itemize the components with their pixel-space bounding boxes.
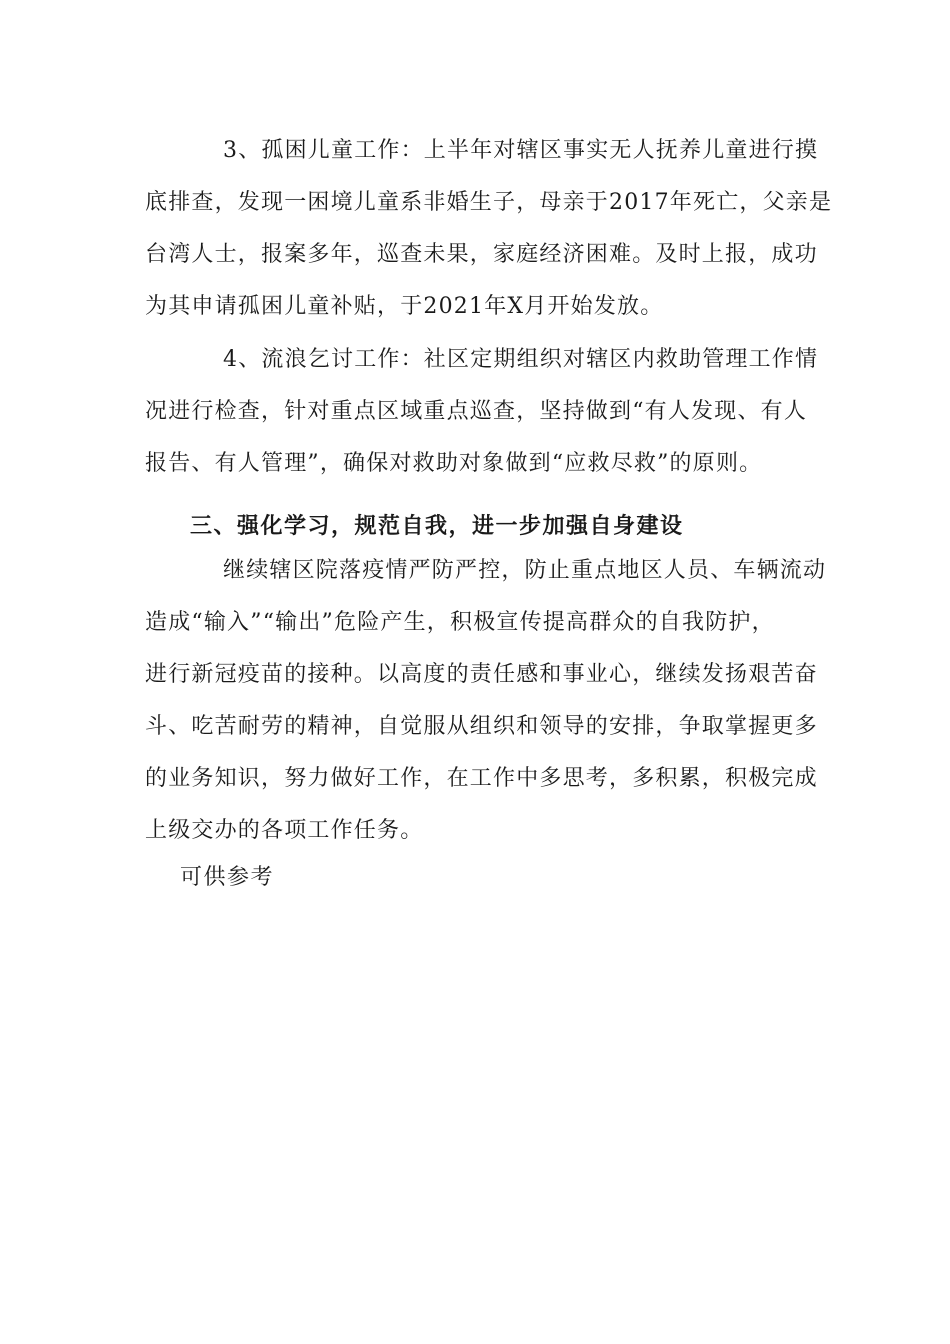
text-line: 的业务知识，努力做好工作，在工作中多思考，多积累，积极完成 xyxy=(145,766,818,791)
text-line: 上级交办的各项工作任务。 xyxy=(145,818,424,843)
text-line: 进行新冠疫苗的接种。以高度的责任感和事业心，继续发扬艰苦奋 xyxy=(145,662,818,687)
paragraph-vagrancy-begging xyxy=(145,334,819,490)
text-line: 斗、吃苦耐劳的精神，自觉服从组织和领导的安排，争取掌握更多 xyxy=(145,714,818,739)
closing-note: 可供参考 xyxy=(180,865,275,890)
section-heading: 三、强化学习，规范自我，进一步加强自身建设 xyxy=(190,513,684,539)
paragraph-orphan-children xyxy=(145,125,833,333)
text-line: 造成“输入”“输出”危险产生，积极宣传提高群众的自我防护， xyxy=(145,610,775,635)
text-line: 报告、有人管理”，确保对救助对象做到“应救尽救”的原则。 xyxy=(145,451,763,476)
text-line: 3、孤困儿童工作：上半年对辖区事实无人抚养儿童进行摸 xyxy=(223,138,819,163)
text-line: 台湾人士，报案多年，巡查未果，家庭经济困难。及时上报，成功 xyxy=(145,242,818,267)
text-line: 况进行检查，针对重点区域重点巡查，坚持做到“有人发现、有人 xyxy=(145,399,808,424)
paragraph-study-self-improvement xyxy=(145,545,827,857)
text-line: 继续辖区院落疫情严防严控，防止重点地区人员、车辆流动 xyxy=(223,558,827,583)
text-line: 为其申请孤困儿童补贴，于2021年X月开始发放。 xyxy=(145,294,664,319)
text-line: 4、流浪乞讨工作：社区定期组织对辖区内救助管理工作情 xyxy=(223,347,819,372)
text-line: 底排查，发现一困境儿童系非婚生子，母亲于2017年死亡，父亲是 xyxy=(145,190,833,215)
